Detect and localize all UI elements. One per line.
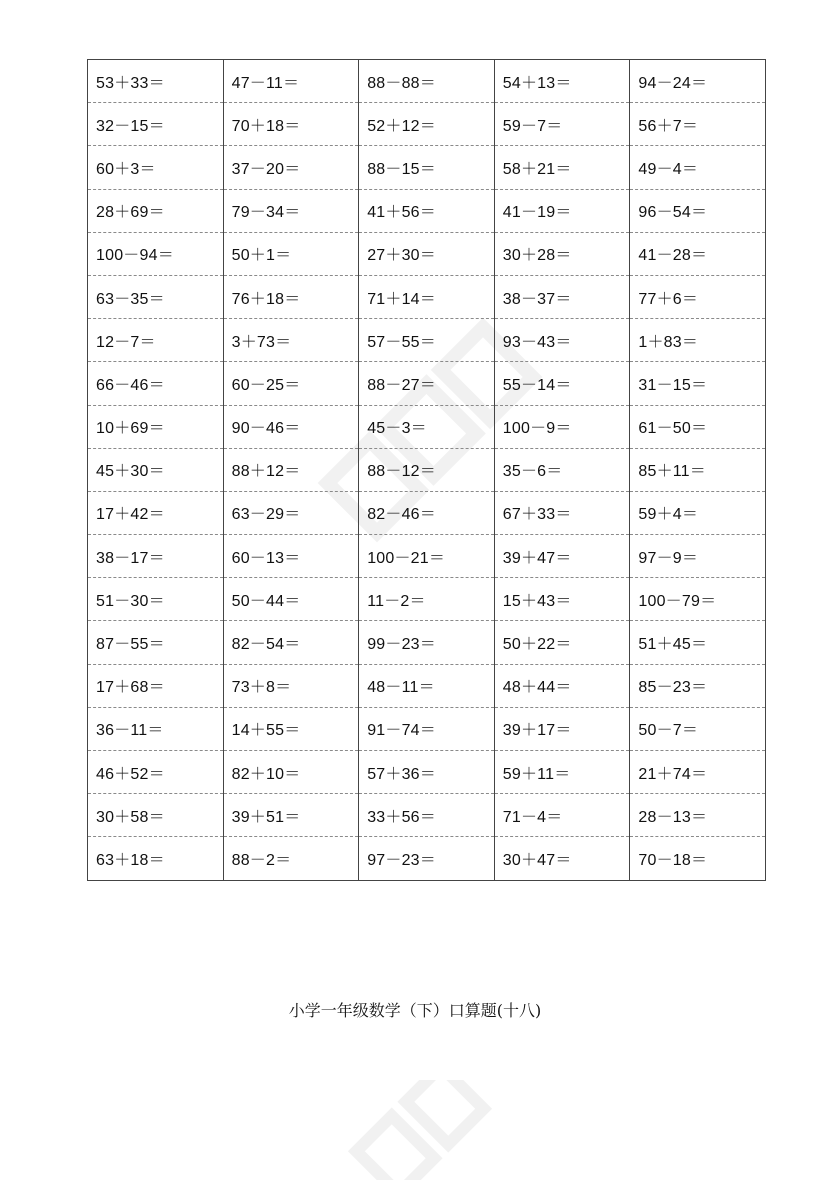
problem-cell: 11－2＝ <box>359 578 495 621</box>
problem-cell: 93－43＝ <box>494 319 630 362</box>
problem-cell: 14＋55＝ <box>223 707 359 750</box>
worksheet-row <box>88 751 766 794</box>
problem-cell: 96－54＝ <box>630 189 766 232</box>
problem-cell: 50－7＝ <box>630 707 766 750</box>
problem-cell: 47－11＝ <box>223 60 359 103</box>
problem-cell: 56＋7＝ <box>630 103 766 146</box>
problem-cell: 85－23＝ <box>630 664 766 707</box>
problem-cell: 30＋47＝ <box>494 837 630 880</box>
worksheet-row <box>88 664 766 707</box>
problem-cell: 39＋51＝ <box>223 794 359 837</box>
worksheet-row <box>88 535 766 578</box>
problem-cell: 60－25＝ <box>223 362 359 405</box>
problem-cell: 61－50＝ <box>630 405 766 448</box>
worksheet-row <box>88 189 766 232</box>
problem-cell: 90－46＝ <box>223 405 359 448</box>
arithmetic-worksheet-table <box>87 59 766 881</box>
problem-cell: 77＋6＝ <box>630 275 766 318</box>
problem-cell: 36－11＝ <box>88 707 224 750</box>
problem-cell: 45－3＝ <box>359 405 495 448</box>
problem-cell: 41＋56＝ <box>359 189 495 232</box>
problem-cell: 50－44＝ <box>223 578 359 621</box>
problem-cell: 71－4＝ <box>494 794 630 837</box>
problem-cell: 48－11＝ <box>359 664 495 707</box>
problem-cell: 53＋33＝ <box>88 60 224 103</box>
problem-cell: 59－7＝ <box>494 103 630 146</box>
problem-cell: 82＋10＝ <box>223 751 359 794</box>
worksheet-row <box>88 146 766 189</box>
problem-cell: 79－34＝ <box>223 189 359 232</box>
problem-cell: 50＋22＝ <box>494 621 630 664</box>
problem-cell: 63＋18＝ <box>88 837 224 880</box>
problem-cell: 71＋14＝ <box>359 275 495 318</box>
problem-cell: 88＋12＝ <box>223 448 359 491</box>
problem-cell: 100－9＝ <box>494 405 630 448</box>
problem-cell: 27＋30＝ <box>359 232 495 275</box>
problem-cell: 66－46＝ <box>88 362 224 405</box>
problem-cell: 82－54＝ <box>223 621 359 664</box>
problem-cell: 94－24＝ <box>630 60 766 103</box>
problem-cell: 60－13＝ <box>223 535 359 578</box>
watermark-fragment-icon <box>320 1080 520 1180</box>
worksheet-row <box>88 405 766 448</box>
problem-cell: 32－15＝ <box>88 103 224 146</box>
problem-cell: 87－55＝ <box>88 621 224 664</box>
problem-cell: 51＋45＝ <box>630 621 766 664</box>
problem-cell: 99－23＝ <box>359 621 495 664</box>
problem-cell: 97－9＝ <box>630 535 766 578</box>
problem-cell: 63－29＝ <box>223 491 359 534</box>
worksheet-row <box>88 319 766 362</box>
problem-cell: 59＋4＝ <box>630 491 766 534</box>
problem-cell: 88－2＝ <box>223 837 359 880</box>
worksheet-row <box>88 275 766 318</box>
problem-cell: 67＋33＝ <box>494 491 630 534</box>
worksheet-row <box>88 621 766 664</box>
problem-cell: 57－55＝ <box>359 319 495 362</box>
problem-cell: 12－7＝ <box>88 319 224 362</box>
problem-cell: 85＋11＝ <box>630 448 766 491</box>
problem-cell: 28＋69＝ <box>88 189 224 232</box>
problem-cell: 17＋42＝ <box>88 491 224 534</box>
problem-cell: 58＋21＝ <box>494 146 630 189</box>
problem-cell: 38－37＝ <box>494 275 630 318</box>
problem-cell: 39＋17＝ <box>494 707 630 750</box>
problem-cell: 60＋3＝ <box>88 146 224 189</box>
problem-cell: 3＋73＝ <box>223 319 359 362</box>
problem-cell: 41－28＝ <box>630 232 766 275</box>
worksheet-row <box>88 103 766 146</box>
worksheet-row <box>88 837 766 880</box>
problem-cell: 1＋83＝ <box>630 319 766 362</box>
problem-cell: 28－13＝ <box>630 794 766 837</box>
problem-cell: 52＋12＝ <box>359 103 495 146</box>
problem-cell: 100－94＝ <box>88 232 224 275</box>
problem-cell: 10＋69＝ <box>88 405 224 448</box>
problem-cell: 31－15＝ <box>630 362 766 405</box>
problem-cell: 57＋36＝ <box>359 751 495 794</box>
problem-cell: 91－74＝ <box>359 707 495 750</box>
worksheet-row <box>88 578 766 621</box>
worksheet-row <box>88 232 766 275</box>
problem-cell: 50＋1＝ <box>223 232 359 275</box>
problem-cell: 88－88＝ <box>359 60 495 103</box>
problem-cell: 30＋58＝ <box>88 794 224 837</box>
worksheet-row <box>88 362 766 405</box>
problem-cell: 88－15＝ <box>359 146 495 189</box>
problem-cell: 45＋30＝ <box>88 448 224 491</box>
problem-cell: 35－6＝ <box>494 448 630 491</box>
problem-cell: 88－27＝ <box>359 362 495 405</box>
problem-cell: 54＋13＝ <box>494 60 630 103</box>
worksheet-row <box>88 448 766 491</box>
problem-cell: 15＋43＝ <box>494 578 630 621</box>
problem-cell: 51－30＝ <box>88 578 224 621</box>
problem-cell: 73＋8＝ <box>223 664 359 707</box>
problem-cell: 55－14＝ <box>494 362 630 405</box>
problem-cell: 97－23＝ <box>359 837 495 880</box>
problem-cell: 82－46＝ <box>359 491 495 534</box>
problem-cell: 49－4＝ <box>630 146 766 189</box>
problem-cell: 37－20＝ <box>223 146 359 189</box>
worksheet-row <box>88 60 766 103</box>
problem-cell: 17＋68＝ <box>88 664 224 707</box>
problem-cell: 70＋18＝ <box>223 103 359 146</box>
problem-cell: 21＋74＝ <box>630 751 766 794</box>
problem-cell: 30＋28＝ <box>494 232 630 275</box>
problem-cell: 88－12＝ <box>359 448 495 491</box>
problem-cell: 39＋47＝ <box>494 535 630 578</box>
worksheet-row <box>88 794 766 837</box>
problem-cell: 38－17＝ <box>88 535 224 578</box>
problem-cell: 33＋56＝ <box>359 794 495 837</box>
worksheet-row <box>88 491 766 534</box>
problem-cell: 76＋18＝ <box>223 275 359 318</box>
problem-cell: 46＋52＝ <box>88 751 224 794</box>
problem-cell: 70－18＝ <box>630 837 766 880</box>
problem-cell: 48＋44＝ <box>494 664 630 707</box>
problem-cell: 100－21＝ <box>359 535 495 578</box>
worksheet-body <box>88 60 766 881</box>
problem-cell: 63－35＝ <box>88 275 224 318</box>
worksheet-row <box>88 707 766 750</box>
worksheet-title: 小学一年级数学（下）口算题(十八) <box>288 1001 542 1020</box>
problem-cell: 100－79＝ <box>630 578 766 621</box>
problem-cell: 41－19＝ <box>494 189 630 232</box>
problem-cell: 59＋11＝ <box>494 751 630 794</box>
